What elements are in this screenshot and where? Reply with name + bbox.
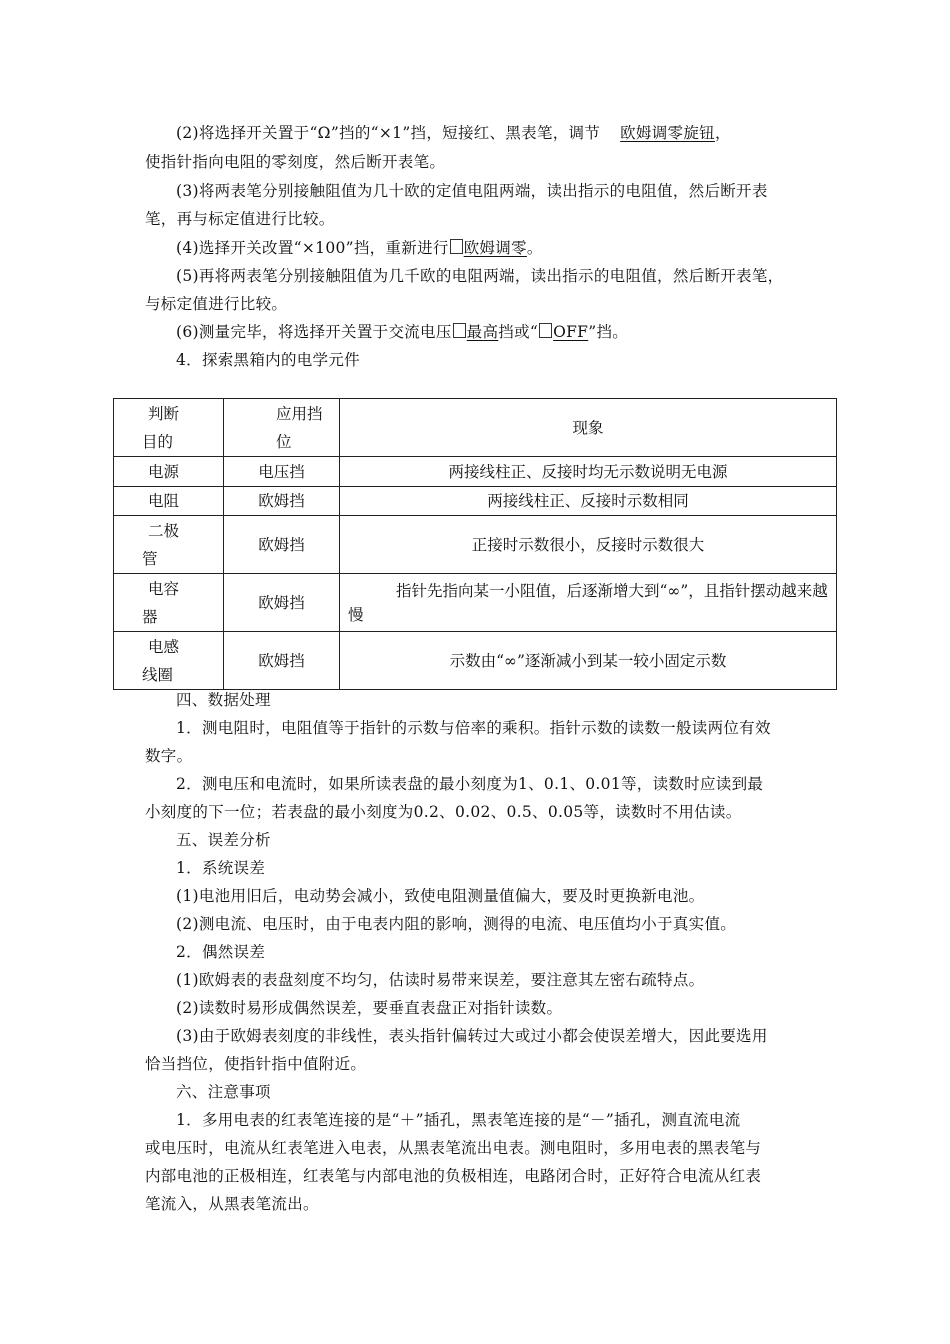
s5-sub-2: 2．偶然误差 (176, 943, 266, 961)
answer-blank: 最高 (466, 323, 499, 341)
answer-box-marker (453, 323, 466, 338)
answer-box-marker (539, 323, 552, 338)
answer-blank: OFF (553, 323, 589, 341)
table-row: 电感 线圈 欧姆挡 示数由“∞”逐渐减小到某一较小固定示数 (114, 632, 837, 690)
table-row: 二极 管 欧姆挡 正接时示数很小，反接时示数很大 (114, 516, 837, 574)
s4-item-1-line-1: 1．测电阻时，电阻值等于指针的示数与倍率的乘积。指针示数的读数一般读两位有效 (176, 719, 771, 737)
s5-item: (1)电池用旧后，电动势会减小，致使电阻测量值偏大，要及时更换新电池。 (176, 887, 705, 905)
s5-item: (3)由于欧姆表刻度的非线性，表头指针偏转过大或过小都会使误差增大，因此要选用 (176, 1027, 768, 1045)
table-row: 电源 电压挡 两接线柱正、反接时均无示数说明无电源 (114, 457, 837, 487)
s4-item-2-line-1: 2．测电压和电流时，如果所读表盘的最小刻度为1、0.1、0.01等，读数时应读到最 (176, 775, 764, 793)
section-5-title: 五、误差分析 (176, 831, 271, 849)
step-4-line: (4)选择开关改置“×100”挡，重新进行 欧姆调零。 (176, 239, 543, 257)
section-6-title: 六、注意事项 (176, 1083, 271, 1101)
s5-item: (2)读数时易形成偶然误差，要垂直表盘正对指针读数。 (176, 999, 563, 1017)
table-row: 电容 器 欧姆挡 指针先指向某一小阻值，后逐渐增大到“∞”，且指针摆动越来越慢 (114, 574, 837, 632)
s4-item-2-line-2: 小刻度的下一位；若表盘的最小刻度为0.2、0.02、0.5、0.05等，读数时不用估读。 (145, 803, 742, 821)
s6-line-1: 1．多用电表的红表笔连接的是“＋”插孔，黑表笔连接的是“－”插孔，测直流电流 (176, 1111, 741, 1129)
table-row: 电阻 欧姆挡 两接线柱正、反接时示数相同 (114, 487, 837, 516)
step-2-line-2: 使指针指向电阻的零刻度，然后断开表笔。 (145, 153, 446, 171)
step-5-line-1: (5)再将两表笔分别接触阻值为几千欧的电阻两端，读出指示的电阻值，然后断开表笔， (176, 267, 784, 285)
black-box-table (113, 398, 837, 690)
header-cell-purpose: 判断 目的 (114, 399, 224, 457)
header-cell-range: 应用挡 位 (224, 399, 340, 457)
answer-blank: 欧姆调零 (463, 239, 527, 257)
s6-line-4: 笔流入，从黑表笔流出。 (145, 1195, 319, 1213)
s5-item: (2)测电流、电压时，由于电表内阻的影响，测得的电流、电压值均小于真实值。 (176, 915, 737, 933)
s6-line-2: 或电压时，电流从红表笔进入电表，从黑表笔流出电表。测电阻时，多用电表的黑表笔与 (145, 1139, 762, 1157)
step-5-line-2: 与标定值进行比较。 (145, 295, 288, 313)
step-6-line: (6)测量完毕，将选择开关置于交流电压 最高挡或“ OFF”挡。 (176, 323, 629, 341)
table-header-row (114, 399, 837, 457)
s4-item-1-line-2: 数字。 (145, 747, 193, 765)
step-2-line-1: (2)将选择开关置于“Ω”挡的“×1”挡，短接红、黑表笔，调节 欧姆调零旋钮， (176, 124, 731, 142)
s6-line-3: 内部电池的正极相连，红表笔与内部电池的负极相连，电路闭合时，正好符合电流从红表 (145, 1167, 762, 1185)
section-4-heading: 4．探索黑箱内的电学元件 (176, 351, 360, 369)
step-3-line-1: (3)将两表笔分别接触阻值为几十欧的定值电阻两端，读出指示的电阻值，然后断开表 (176, 182, 768, 200)
answer-box-marker (450, 239, 463, 254)
header-cell-phenomenon: 现象 (340, 399, 837, 457)
answer-blank: 欧姆调零旋钮 (620, 124, 715, 142)
s5-sub-1: 1．系统误差 (176, 859, 266, 877)
step-3-line-2: 笔，再与标定值进行比较。 (145, 210, 335, 228)
s5-item-cont: 恰当挡位，使指针指中值附近。 (145, 1055, 367, 1073)
section-4-title: 四、数据处理 (176, 691, 271, 709)
s5-item: (1)欧姆表的表盘刻度不均匀，估读时易带来误差，要注意其左密右疏特点。 (176, 971, 705, 989)
